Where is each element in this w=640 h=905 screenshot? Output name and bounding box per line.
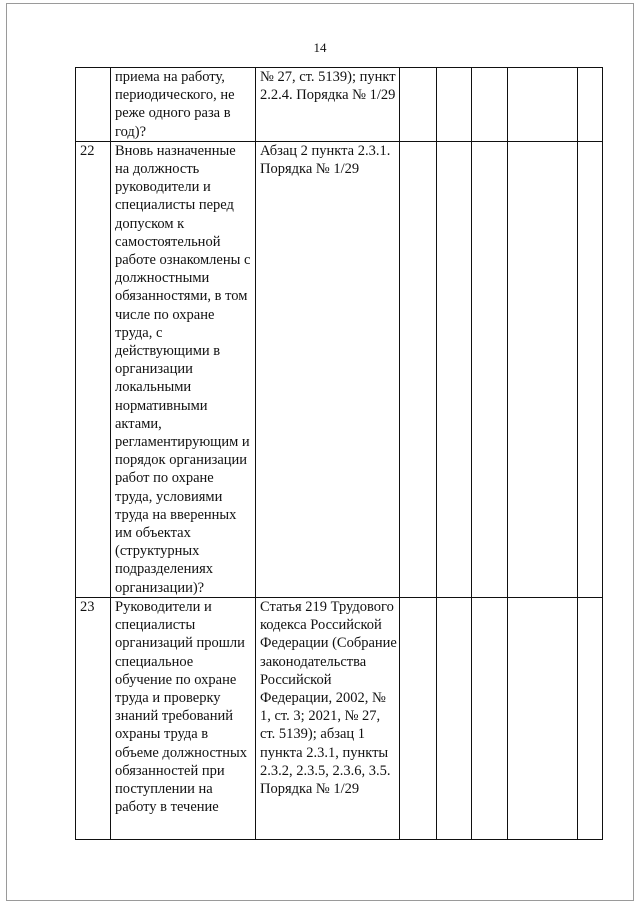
- table-row: [76, 597, 603, 839]
- extra-cell: [578, 141, 603, 597]
- question-cell: Руководители и специалисты организаций прошли специальное обучение по охране труда и проверку знаний требований охраны труда в объеме должностных обязанностей при поступлении на работу в течение: [111, 597, 256, 839]
- notes-cell: [508, 68, 578, 142]
- extra-cell: [578, 68, 603, 142]
- answer-no-cell: [437, 141, 472, 597]
- reference-cell: Статья 219 Трудового кодекса Российской Федерации (Собрание законодательства Российской Федерации, 2002, № 1, ст. 3; 2021, № 27, ст. 5139); абзац 1 пункта 2.3.1, пункты 2.3.2, 2.3.5, 2.3.6, 3.5. Порядка № 1/29: [256, 597, 400, 839]
- extra-cell: [578, 597, 603, 839]
- answer-na-cell: [472, 68, 508, 142]
- table-row: [76, 141, 603, 597]
- question-cell: Вновь назначенные на должность руководители и специалисты перед допуском к самостоятельной работе ознакомлены с должностными обязанностями, в том числе по охране труда, с действующими в организации локальными нормативными актами, регламентирующим и порядок организации работ по охране труда, условиями труда на вверенных им объектах (структурных подразделениях организации)?: [111, 141, 256, 597]
- notes-cell: [508, 141, 578, 597]
- answer-yes-cell: [400, 597, 437, 839]
- answer-na-cell: [472, 597, 508, 839]
- row-number: 22: [76, 141, 111, 597]
- table-row: [76, 68, 603, 142]
- reference-cell: Абзац 2 пункта 2.3.1. Порядка № 1/29: [256, 141, 400, 597]
- notes-cell: [508, 597, 578, 839]
- page-number: 14: [313, 40, 327, 55]
- checklist-table: [75, 67, 603, 840]
- answer-no-cell: [437, 68, 472, 142]
- answer-na-cell: [472, 141, 508, 597]
- question-cell: приема на работу, периодического, не реже одного раза в год)?: [111, 68, 256, 142]
- reference-cell: № 27, ст. 5139); пункт 2.2.4. Порядка № 1/29: [256, 68, 400, 142]
- row-number: 23: [76, 597, 111, 839]
- row-number: [76, 68, 111, 142]
- answer-no-cell: [437, 597, 472, 839]
- answer-yes-cell: [400, 68, 437, 142]
- answer-yes-cell: [400, 141, 437, 597]
